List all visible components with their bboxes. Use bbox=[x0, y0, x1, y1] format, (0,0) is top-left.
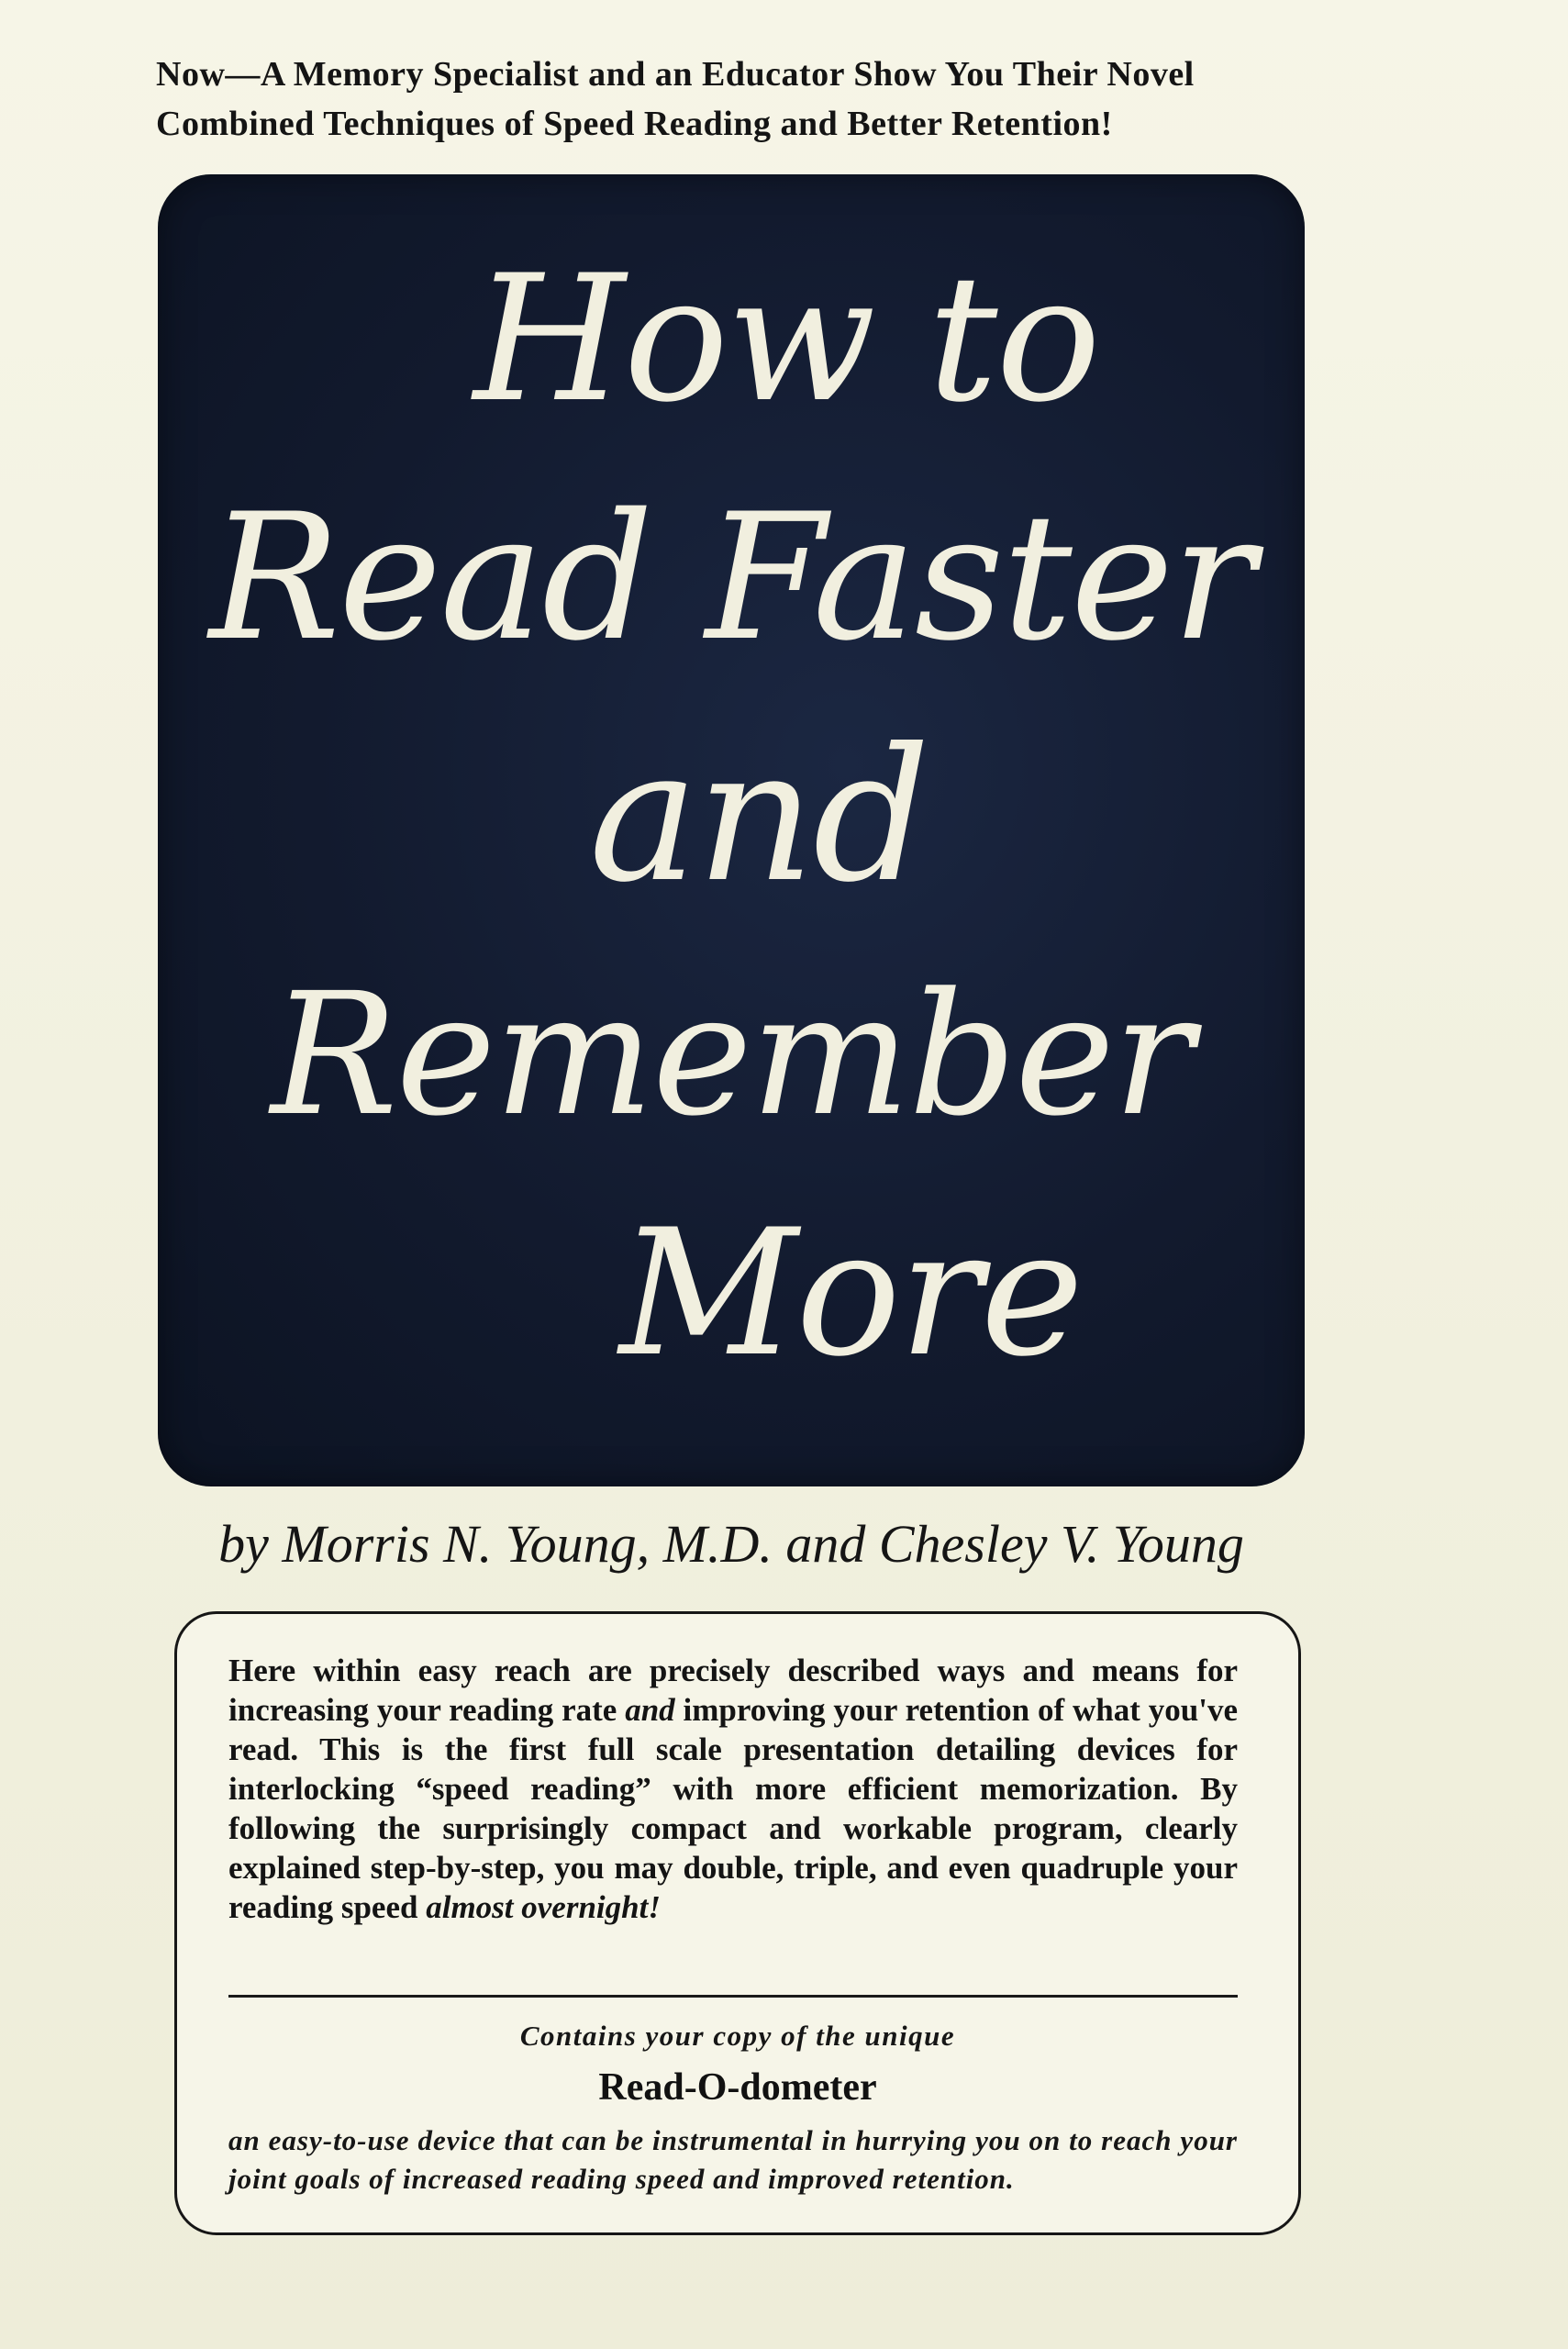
title-line-3: and bbox=[588, 709, 929, 923]
device-description: an easy-to-use device that can be instrumental in hurrying you on to reach your joint goals of increased reading speed and improved retention. bbox=[228, 2124, 1238, 2195]
title-panel bbox=[158, 174, 1305, 1486]
title-line-2: Read Faster bbox=[208, 476, 1254, 679]
blurb-paragraph bbox=[228, 1651, 1238, 1927]
blurb-box bbox=[174, 1611, 1301, 2235]
author-byline: by Morris N. Young, M.D. and Chesley V. Young bbox=[218, 1514, 1244, 1574]
blurb-divider bbox=[228, 1995, 1238, 1998]
blurb-emphasis-2: almost overnight! bbox=[426, 1889, 661, 1925]
device-name: Read-O-dometer bbox=[598, 2066, 877, 2109]
contains-line: Contains your copy of the unique bbox=[519, 2020, 956, 2052]
title-line-5: More bbox=[618, 1192, 1083, 1395]
tagline-line-1: Now—A Memory Specialist and an Educator Show You Their Novel bbox=[156, 55, 1195, 94]
blurb-emphasis-1: and bbox=[625, 1692, 675, 1728]
title-line-1: How to bbox=[473, 238, 1099, 440]
cover-tagline bbox=[156, 50, 1367, 149]
blurb-text-part-1: Here within easy reach are precisely described ways and means for increasing your reading rate bbox=[228, 1653, 1238, 1728]
title-line-4: Remember bbox=[271, 957, 1192, 1153]
blurb-text-part-2: improving your retention of what you've read. This is the first full scale presentation detailing devices for interlocking “speed reading” with more efficient memorization. By following the surprisingly compact and workable program, clearly explained step-by-step, you may double, triple, and even quadruple your reading speed bbox=[228, 1692, 1238, 1925]
tagline-line-2: Combined Techniques of Speed Reading and Better Retention! bbox=[156, 105, 1113, 143]
